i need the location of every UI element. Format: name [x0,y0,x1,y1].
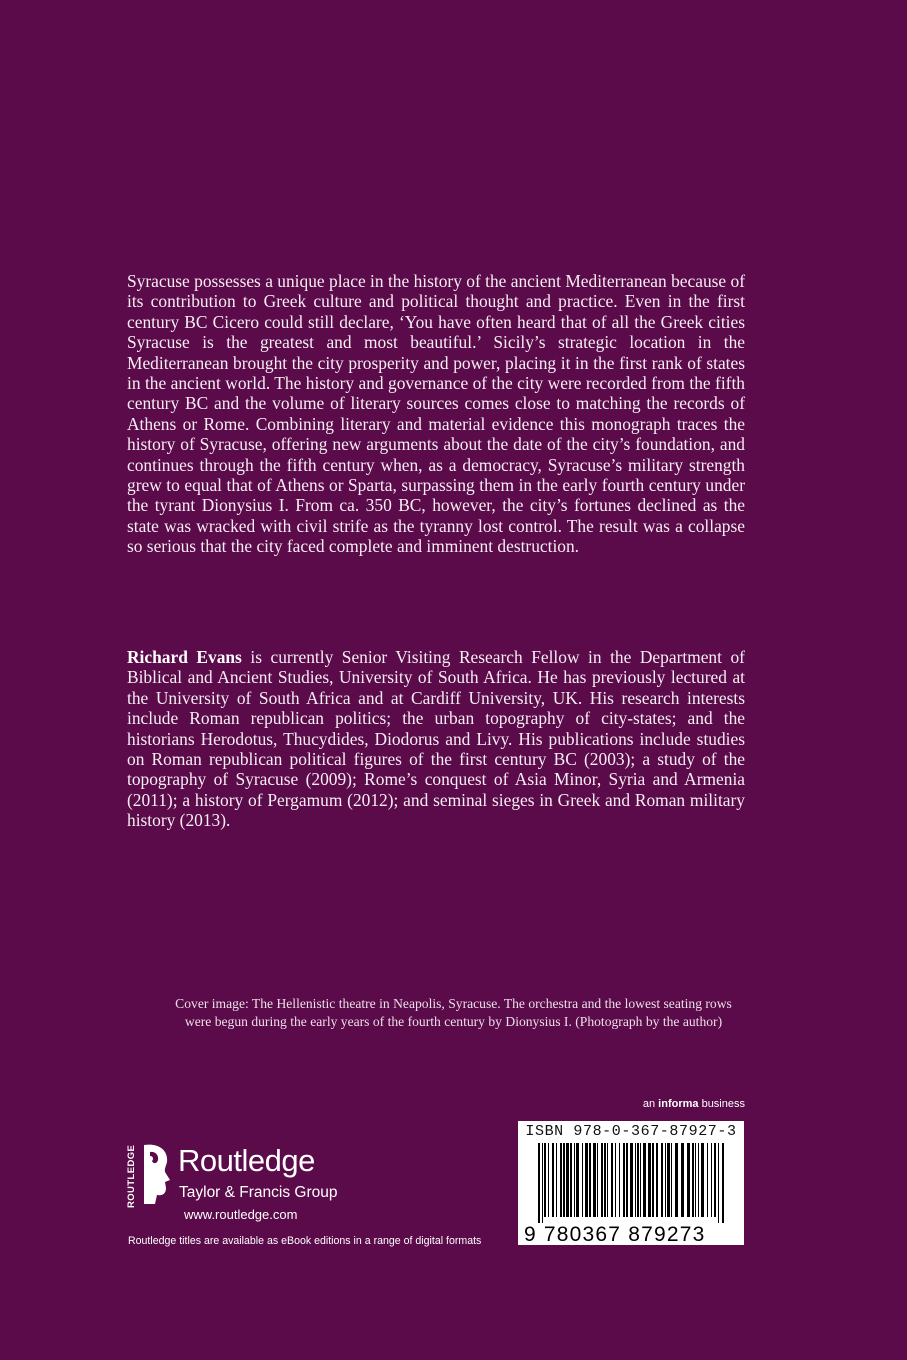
publisher-url: www.routledge.com [184,1207,298,1222]
isbn-barcode [518,1121,744,1245]
informa-prefix: an [642,1098,659,1110]
informa-brand: informa [658,1098,699,1110]
isbn-label: ISBN 978-0-367-87927-3 [525,1123,737,1140]
logo-vertical-text: ROUTLEDGE [126,1144,137,1208]
barcode-graphic [518,1141,744,1245]
publisher-group: Taylor & Francis Group [179,1184,338,1201]
barcode-digits: 9 780367 879273 [524,1223,706,1245]
cover-credit-line-2: were begun during the early years of the fourth century by Dionysius I. (Photograph by the author) [184,1013,723,1029]
ebook-availability-note: Routledge titles are available as eBook editions in a range of digital formats [128,1235,482,1247]
informa-suffix: business [698,1098,745,1110]
author-bio-text: is currently Senior Visiting Research Fellow in the Department of Biblical and Ancient Studies, University of South Africa. He has previously lectured at the University of South Africa and at Cardiff University, UK. His research interests include Roman republican politics; the urban topography of city-states; and the historians Herodotus, Thucydides, Diodorus and Livy. His publications include studies on Roman republican political figures of the first century BC (2003); a study of the topography of Syracuse (2009); Rome’s conquest of Asia Minor, Syria and Armenia (2011); a history of Pergamum (2012); and seminal sieges in Greek and Roman military history (2013). [127,647,745,831]
author-bio [127,647,745,831]
author-name: Richard Evans [127,647,242,667]
routledge-head-logo-icon [122,1142,174,1212]
informa-business-tag [643,1098,745,1110]
cover-image-credit [80,995,827,1030]
book-description: Syracuse possesses a unique place in the history of the ancient Mediterranean because of its contribution to Greek culture and political thought and practice. Even in the first century BC Cicero could still declare, ‘You have often heard that of all the Greek cities Syracuse is the greatest and most beautiful.’ Sicily’s strategic location in the Mediterranean brought the city prosperity and power, placing it in the first rank of states in the ancient world. The history and governance of the city were recorded from the fifth century BC and the volume of literary sources comes close to matching the records of Athens or Rome. Combining literary and material evidence this monograph traces the history of Syracuse, offering new arguments about the date of the city’s foundation, and continues through the fifth century when, as a democracy, Syracuse’s military strength grew to equal that of Athens or Sparta, surpassing them in the early fourth century under the tyrant Dionysius I. From ca. 350 BC, however, the city’s fortunes declined as the state was wracked with civil strife as the tyranny lost control. The result was a collapse so serious that the city faced complete and imminent destruction. [127,271,745,557]
cover-credit-line-1: Cover image: The Hellenistic theatre in Neapolis, Syracuse. The orchestra and the lowest seating rows [175,996,732,1011]
publisher-logo [122,1142,382,1232]
publisher-name: Routledge [178,1143,315,1178]
